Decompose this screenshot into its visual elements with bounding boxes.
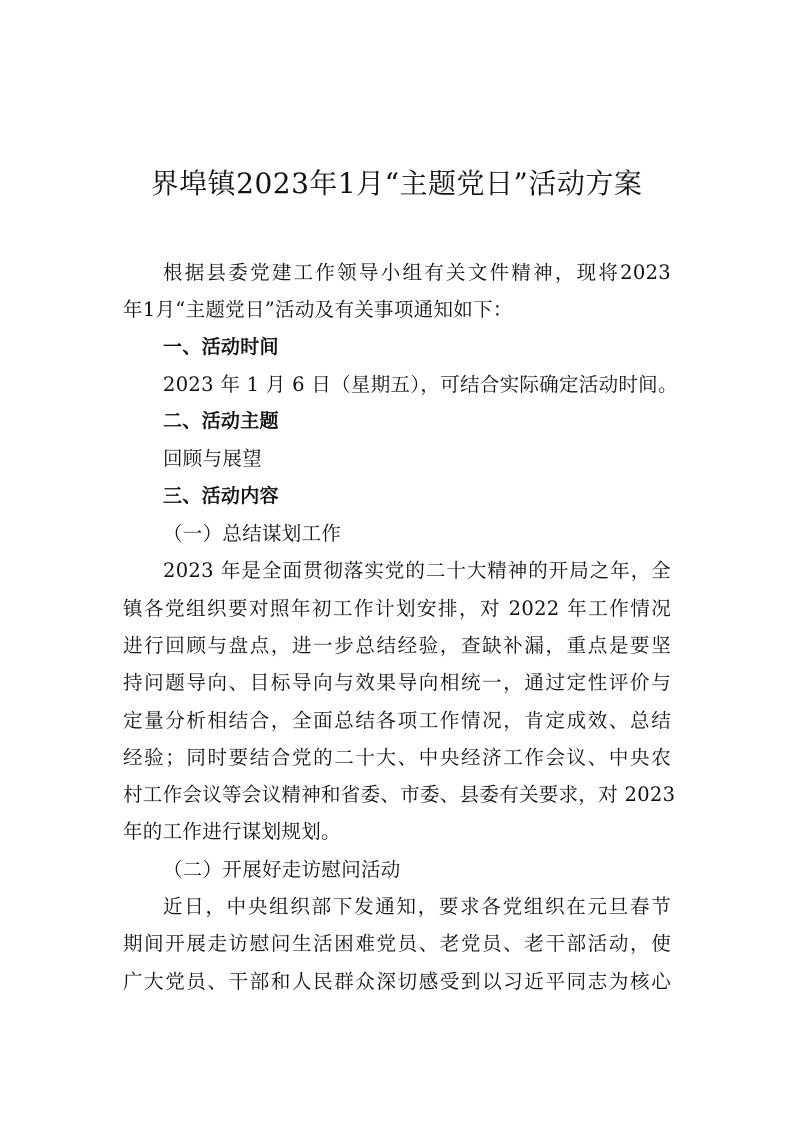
- document-body: [123, 254, 678, 1000]
- intro-line: 根据县委党建工作领导小组有关文件精神，现将2023: [163, 261, 671, 284]
- paragraph-line: 年的工作进行谋划规划。: [123, 820, 341, 844]
- paragraph-line: 经验；同时要结合党的二十大、中央经济工作会议、中央农: [123, 745, 671, 769]
- paragraph-line: 2023 年是全面贯彻落实党的二十大精神的开局之年，全: [163, 559, 671, 583]
- section-text-theme: 回顾与展望: [163, 447, 263, 471]
- section-heading-theme: 二、活动主题: [163, 410, 279, 433]
- section-heading-content: 三、活动内容: [163, 484, 279, 507]
- section-heading-time: 一、活动时间: [163, 335, 279, 358]
- subsection-heading-visits: （二）开展好走访慰问活动: [163, 857, 401, 881]
- paragraph-line: 进行回顾与盘点，进一步总结经验，查缺补漏，重点是要坚: [123, 633, 671, 657]
- paragraph-line: 持问题导向、目标导向与效果导向相统一，通过定性评价与: [123, 671, 671, 695]
- paragraph-line: 广大党员、干部和人民群众深切感受到以习近平同志为核心: [123, 969, 671, 993]
- document-title: 界埠镇2023年1月“主题党日”活动方案: [150, 167, 643, 200]
- paragraph-line: 定量分析相结合，全面总结各项工作情况，肯定成效、总结: [123, 708, 671, 732]
- subsection-heading-summary: （一）总结谋划工作: [163, 522, 342, 546]
- paragraph-line: 近日，中央组织部下发通知，要求各党组织在元旦春节: [163, 895, 671, 919]
- paragraph-line: 村工作会议等会议精神和省委、市委、县委有关要求，对 2023: [123, 783, 676, 807]
- section-text-time: 2023 年 1 月 6 日（星期五），可结合实际确定活动时间。: [163, 372, 678, 396]
- intro-line: 年1月“主题党日”活动及有关事项通知如下：: [123, 298, 513, 322]
- paragraph-line: 镇各党组织要对照年初工作计划安排，对 2022 年工作情况: [123, 596, 671, 620]
- paragraph-line: 期间开展走访慰问生活困难党员、老党员、老干部活动，使: [123, 932, 671, 956]
